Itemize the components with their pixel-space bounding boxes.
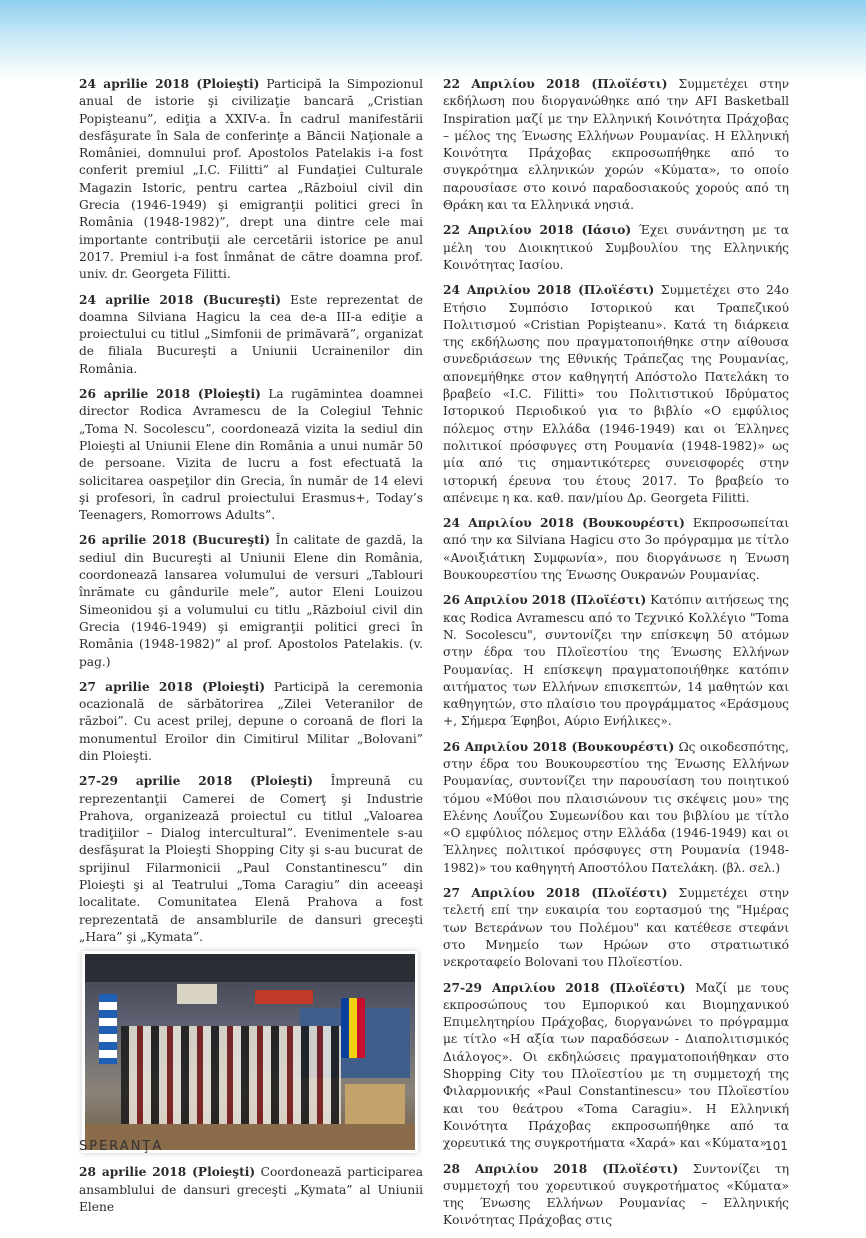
entry-text: Εκπροσωπείται από την κα Silviana Hagicu στο 3ο πρόγραμμα με τίτλο «Ανοιξιάτικη Συμφωνία», που διοργάνωσε η Ένωση Βουκουρεστίου της Ένωσης Ουκρανών Ρουμανίας. [443, 516, 789, 583]
entry-text: Participă la ceremonia ocazională de sărbătorirea „Zilei Veteranilor de război”. Cu acest prilej, depune o coroană de flori la monumentul Eroilor din Cimitirul Militar „Bolovani” din Ploieşti. [79, 679, 423, 763]
entry-date: 26 aprilie 2018 (Ploieşti) [79, 387, 261, 402]
entry-right-5 [443, 739, 789, 877]
entry-text: La rugămintea doamnei director Rodica Avramescu de la Colegiul Tehnic „Toma N. Socolescu”, coordonează vizita la sediul din Ploieşti al Uniunii Elene din România a unui număr 50 de persoane. Vizita de lucru a fost efectuată la solicitarea oaspeţilor din Grecia, în număr de 14 elevi şi profesori, în cadrul proiectului Erasmus+, Today’s Teenagers, Romorrows Adults”. [79, 387, 423, 523]
entry-right-1 [443, 222, 789, 274]
entry-text: Ως οικοδεσπότης, στην έδρα του Βουκουρεστίου της Ένωσης Ελλήνων Ρουμανίας, συντονίζει την παρουσίαση του ποιητικού τόμου «Μύθοι που πλαισιώνουν τις σκέψεις μου» της Ελένης Λουΐζου Συμεωνίδου και του βιβλίου με τίτλο «Ο εμφύλιος πόλεμος στην Ελλάδα (1946-1949) και οι Έλληνες πολιτικοί πρόσφυγες στη Ρουμανία (1948-1982)» του καθηγητή Αποστόλου Πατελάκη. (βλ. σελ.) [443, 739, 789, 875]
entry-date: 27-29 aprilie 2018 (Ploieşti) [79, 774, 314, 789]
entry-date: 27 Απριλίου 2018 (Πλοϊέστι) [443, 886, 668, 901]
entry-date: 24 aprilie 2018 (Ploieşti) [79, 77, 260, 91]
entry-right-2 [443, 282, 789, 507]
entry-text: Έχει συνάντηση με τα μέλη του Διοικητικού Συμβουλίου της Ελληνικής Κοινότητας Ιασίου. [443, 223, 789, 272]
entry-left-5 [79, 773, 423, 946]
entry-text: Συντονίζει τη συμμετοχή του χορευτικού συγκροτήματος «Κύματα» της Ένωσης Ελλήνων Ρουμανίας – Ελληνικής Κοινότητας Πράχοβας στις [443, 1161, 789, 1228]
entry-right-7 [443, 980, 789, 1153]
entry-left-1 [79, 292, 423, 378]
photo-dancers [121, 1026, 341, 1136]
entry-text: Συμμετέχει στην τελετή επί την ευκαιρία του εορτασμού της "Ημέρας των Βετεράνων του Πολέμου" και κατέθεσε στεφάνι στο Μνημείο των Ηρώων στο στρατιωτικό νεκροταφείο Bolovani του Πλοϊεστίου. [443, 886, 789, 970]
entry-text: Κατόπιν αιτήσεως της κας Rodica Avramescu από το Τεχνικό Κολλέγιο "Toma N. Socolescu", συντονίζει την επίσκεψη 50 ατόμων στην έδρα του Πλοϊεστίου της Ένωσης Ελλήνων Ρουμανίας. Η επίσκεψη πραγματοποιήθηκε κατόπιν αιτήματος των Ελλήνων επισκεπτών, 14 μαθητών και καθηγητών, στο πλαίσιο του προγράμματος «Εράσμους +, Σήμερα Έφηβοι, Αύριο Ενήλικες». [443, 593, 789, 729]
romanian-flag-icon [341, 998, 365, 1058]
entry-date: 22 Απριλίου 2018 (Πλοϊέστι) [443, 77, 668, 91]
entry-text: Participă la Simpozionul anual de istorie şi civilizaţie bancară „Cristian Popişteanu”, ediţia a XXIV-a. În cadrul manifestării desfăşurate în Sala de conferinţe a Băncii Naţionale a României, domnului prof. Apostolos Patelakis i-a fost conferit premiul „I.C. Filitti” al Fundaţiei Culturale Magazin Istoric, pentru cartea „Războiul civil din Grecia (1946-1949) şi emigranţii politici greci în România (1948-1982)”, drept una dintre cele mai importante contribuţii ale cercetării istorice pe anul 2017. Premiul i-a fost înmânat de către doamna prof. univ. dr. Georgeta Filitti. [79, 77, 423, 282]
entry-right-0 [443, 76, 789, 214]
entry-date: 22 Απριλίου 2018 (Ιάσιο) [443, 223, 632, 238]
photo-table [345, 1084, 405, 1124]
entry-right-6 [443, 885, 789, 971]
photo-ceiling [85, 954, 415, 982]
entry-text: Συμμετέχει στην εκδήλωση που διοργανώθηκε από την AFI Basketball Inspiration μαζί με την Ελληνική Κοινότητα Πράχοβας – μέλος της Ένωσης Ελλήνων Ρουμανίας. Η Ελληνική Κοινότητα Πράχοβας εκπροσωπήθηκε από το συγκρότημα ελληνικών χορών «Κύματα», το οποίο παρουσίασε στο κοινό παραδοσιακούς χορούς από τη Θράκη και τα Ελληνικά νησιά. [443, 77, 789, 213]
entry-left-4 [79, 679, 423, 765]
entry-date: 24 Απριλίου 2018 (Πλοϊέστι) [443, 283, 655, 298]
entry-right-3 [443, 515, 789, 584]
entry-right-4 [443, 592, 789, 730]
magazine-title: SPERANŢA [79, 1139, 164, 1154]
entry-text: În calitate de gazdă, la sediul din Bucureşti al Uniunii Elene din România, coordonează lansarea volumului de versuri „Tablouri înrămate cu gândurile mele”, autor Eleni Louizou Simeonidou şi a volumului cu titlu „Războiul civil din Grecia (1946-1949) şi emigranţii politici greci în România (1948-1982)” al prof. Apostolos Patelakis. (v. pag.) [79, 533, 423, 669]
entry-date: 27 aprilie 2018 (Ploieşti) [79, 679, 265, 694]
entry-left-6 [79, 1164, 423, 1216]
entry-text: Coordonează participarea ansamblului de dansuri greceşti „Kymata” al Uniunii Elene [79, 1165, 423, 1214]
header-gradient-band [0, 0, 866, 80]
page-number: 101 [765, 1139, 788, 1153]
photo-store-sign [177, 984, 217, 1004]
entry-date: 28 Απριλίου 2018 (Πλοϊέστι) [443, 1161, 679, 1176]
entry-date: 24 Απριλίου 2018 (Βουκουρέστι) [443, 516, 685, 531]
entry-date: 26 Απριλίου 2018 (Βουκουρέστι) [443, 739, 675, 754]
greek-flag-icon [99, 994, 117, 1064]
entry-text: Împreună cu reprezentanţii Camerei de Comerţ şi Industrie Prahova, organizează proiectul cu titlul „Valoarea tradiţiilor – Dialog intercultural”. Evenimentele s-au desfăşurat la Ploieşti Shopping City şi s-au bucurat de sprijinul Filarmonicii „Paul Constantinescu” din Ploieşti şi al Teatrului „Toma Caragiu” din aceeaşi localitate. Comunitatea Elenă Prahova a fost reprezentată de ansamblurile de dansuri greceşti „Hara” şi „Kymata”. [79, 774, 423, 944]
entry-text: Μαζί με τους εκπροσώπους του Εμπορικού και Βιομηχανικού Επιμελητηρίου Πράχοβας, διοργανώνει το πρόγραμμα με τίτλο «Η αξία των παραδόσεων - Διαπολιτισμικός Διάλογος». Οι εκδηλώσεις πραγματοποιήθηκαν στο Shopping City του Πλοϊεστίου με τη συμμετοχή της Φιλαρμονικής «Paul Constantinescu» του Πλοϊεστίου και του θεάτρου «Toma Caragiu». Η Ελληνική Κοινότητα Πράχοβας εκπροσωπήθηκε από τα χορευτικά της συγκροτήματα «Χαρά» και «Κύματα». [443, 980, 789, 1151]
entry-left-3 [79, 532, 423, 670]
left-column [79, 76, 423, 1224]
entry-left-0 [79, 76, 423, 284]
entry-date: 24 aprilie 2018 (Bucureşti) [79, 292, 282, 307]
entry-date: 28 aprilie 2018 (Ploieşti) [79, 1165, 256, 1180]
entry-date: 26 Απριλίου 2018 (Πλοϊέστι) [443, 593, 647, 608]
photo-red-sign [255, 990, 313, 1004]
dance-ensemble-photo [85, 954, 415, 1150]
entry-text: Este reprezentat de doamna Silviana Hagicu la cea de-a III-a ediţie a proiectului cu titlul „Simfonii de primăvară”, organizat de filiala Bucureşti a Uniunii Ucrainenilor din România. [79, 292, 423, 376]
entry-date: 27-29 Απριλίου 2018 (Πλοϊέστι) [443, 980, 686, 995]
entry-left-2 [79, 386, 423, 524]
entry-text: Συμμετέχει στο 24ο Ετήσιο Συμπόσιο Ιστορικού και Τραπεζικού Πολιτισμού «Cristian Popişteanu». Κατά τη διάρκεια της εκδήλωσης που πραγματοποιήθηκε στην αίθουσα συνεδριάσεων της Εθνικής Τράπεζας της Ρουμανίας, απονεμήθηκε στον καθηγητή Απόστολο Πατελάκη το βραβείο «I.C. Filitti» του Πολιτιστικού Ιδρύματος Ιστορικού Περιοδικού για το βιβλίο «Ο εμφύλιος πόλεμος στην Ελλάδα (1946-1949) και οι Έλληνες πολιτικοί πρόσφυγες στη Ρουμανία (1948-1982)» ως μία από τις σημαντικότερες συνεισφορές στην ιστορική έρευνα του έτους 2017. Το βραβείο το απένειμε η κα. καθ. παν/μίου Δρ. Georgeta Filitti. [443, 283, 789, 505]
entry-right-8 [443, 1161, 789, 1230]
right-column [443, 76, 789, 1238]
entry-date: 26 aprilie 2018 (Bucureşti) [79, 533, 271, 548]
